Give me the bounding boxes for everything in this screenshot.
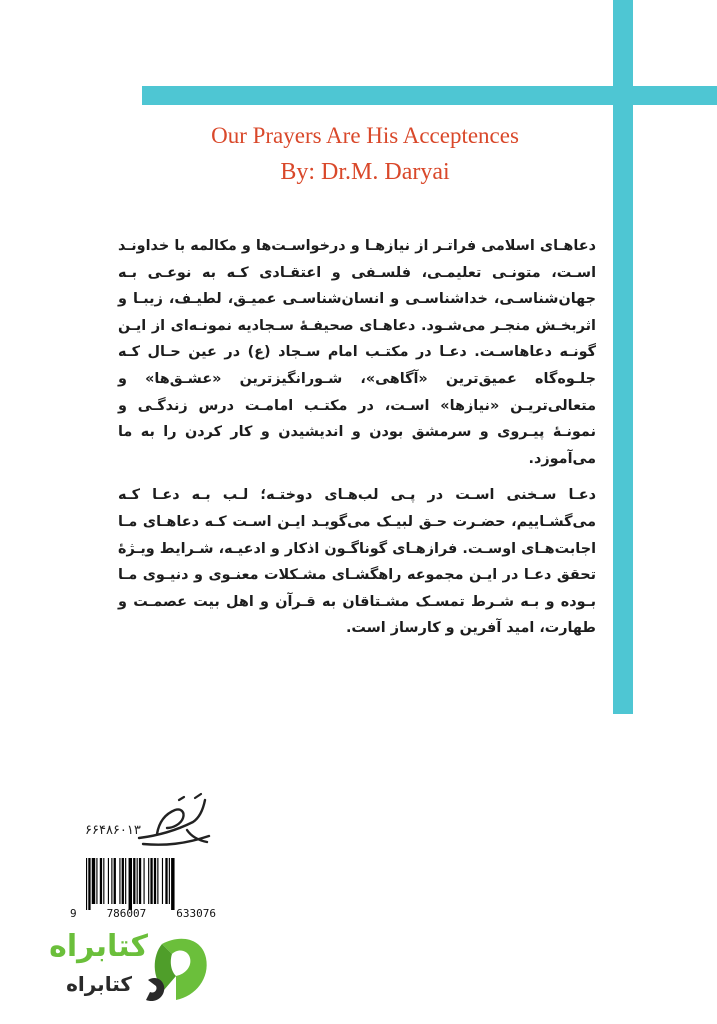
barcode-bar bbox=[165, 858, 167, 904]
barcode-bar bbox=[169, 858, 170, 904]
barcode-bar bbox=[125, 858, 126, 904]
barcode-bar bbox=[114, 858, 116, 904]
horizontal-cross-bar bbox=[142, 86, 717, 105]
barcode-bar bbox=[88, 858, 90, 910]
barcode-bar bbox=[96, 858, 97, 904]
barcode-digit-group: 9 bbox=[70, 907, 77, 920]
barcode-bar bbox=[150, 858, 152, 904]
barcode-bar bbox=[148, 858, 149, 904]
english-title: Our Prayers Are His Acceptences bbox=[211, 123, 519, 148]
barcode-bar bbox=[119, 858, 120, 904]
barcode-bar bbox=[162, 858, 163, 904]
barcode-bar bbox=[103, 858, 104, 904]
barcode-bar bbox=[171, 858, 174, 910]
barcode-bar bbox=[92, 858, 95, 904]
barcode-digit-group: 633076 bbox=[176, 907, 216, 920]
catalog-number: ۶۶۴۸۶۰۱۳ bbox=[85, 823, 141, 838]
barcode-bar bbox=[100, 858, 102, 904]
barcode bbox=[84, 858, 208, 910]
paragraph-1: دعاهـای اسلامی فراتـر از نیازهـا و درخواسـت‌ها و مکالمه با خداونـد اسـت، متونـی تعلیمـی، فلسـفی و اعتقـادی کـه به نوعـی بـه جهان‌شناسـی، خداشناسـی و انسان‌شناسـی عمیـق، لطیـف، زیبـا و اثربخـش منجـر می‌شـود. دعاهـای صحیفـۀ سـجادیه نمونـه‌ای از ایـن گونـه دعاهاسـت. دعـا در مکتـب امام سـجاد (ع) در عین حـال کـه جلـوه‌گاه عمیق‌ترین «آگاهی»، شـورانگیزترین «عشـق‌ها» و متعالی‌تریـن «نیازها» اسـت، در مکتـب امامـت درس زندگـی و نمونـۀ پیـروی و سرمشق بودن و اندیشیدن و کار کردن را به ما می‌آموزد. bbox=[118, 238, 596, 467]
barcode-bar bbox=[157, 858, 158, 904]
paragraph-2: دعـا سـخنی اسـت در پـی لب‌هـای دوختـه؛ لـب بـه دعـا کـه می‌گشـاییم، حضـرت حـق لبیـک می‌گویـد ایـن اسـت کـه دعاهـای مـا اجابت‌هـای اوسـت. فرازهـای گوناگـون اذکار و ادعیـه، شـرایط ویـژۀ تحقق دعـا در ایـن مجموعه راهگشـای مشـکلات معنـوی و دنیـوی مـا بـوده و بـه شـرط تمسـک مشـتاقان به قـرآن و اهل بیت عصمـت و طهارت، امید آفرین و کارساز است. bbox=[118, 487, 596, 637]
barcode-bar bbox=[133, 858, 135, 904]
barcode-bar bbox=[129, 858, 132, 910]
vertical-cross-bar bbox=[613, 0, 633, 714]
barcode-bar bbox=[144, 858, 145, 904]
watermark-name: کتابراه bbox=[49, 929, 148, 964]
barcode-bar bbox=[108, 858, 109, 904]
barcode-digit-group: 786007 bbox=[106, 907, 147, 920]
back-cover-text bbox=[118, 233, 596, 652]
barcode-bar bbox=[111, 858, 112, 904]
barcode-bar bbox=[86, 858, 87, 910]
watermark-name-small: کتابراه bbox=[66, 972, 132, 996]
barcode-bar bbox=[139, 858, 141, 904]
barcode-bar bbox=[154, 858, 156, 904]
barcode-bar bbox=[122, 858, 124, 904]
english-author: By: Dr.M. Daryai bbox=[280, 159, 450, 185]
publisher-logo-icon bbox=[135, 792, 213, 850]
barcode-bar bbox=[137, 858, 138, 904]
